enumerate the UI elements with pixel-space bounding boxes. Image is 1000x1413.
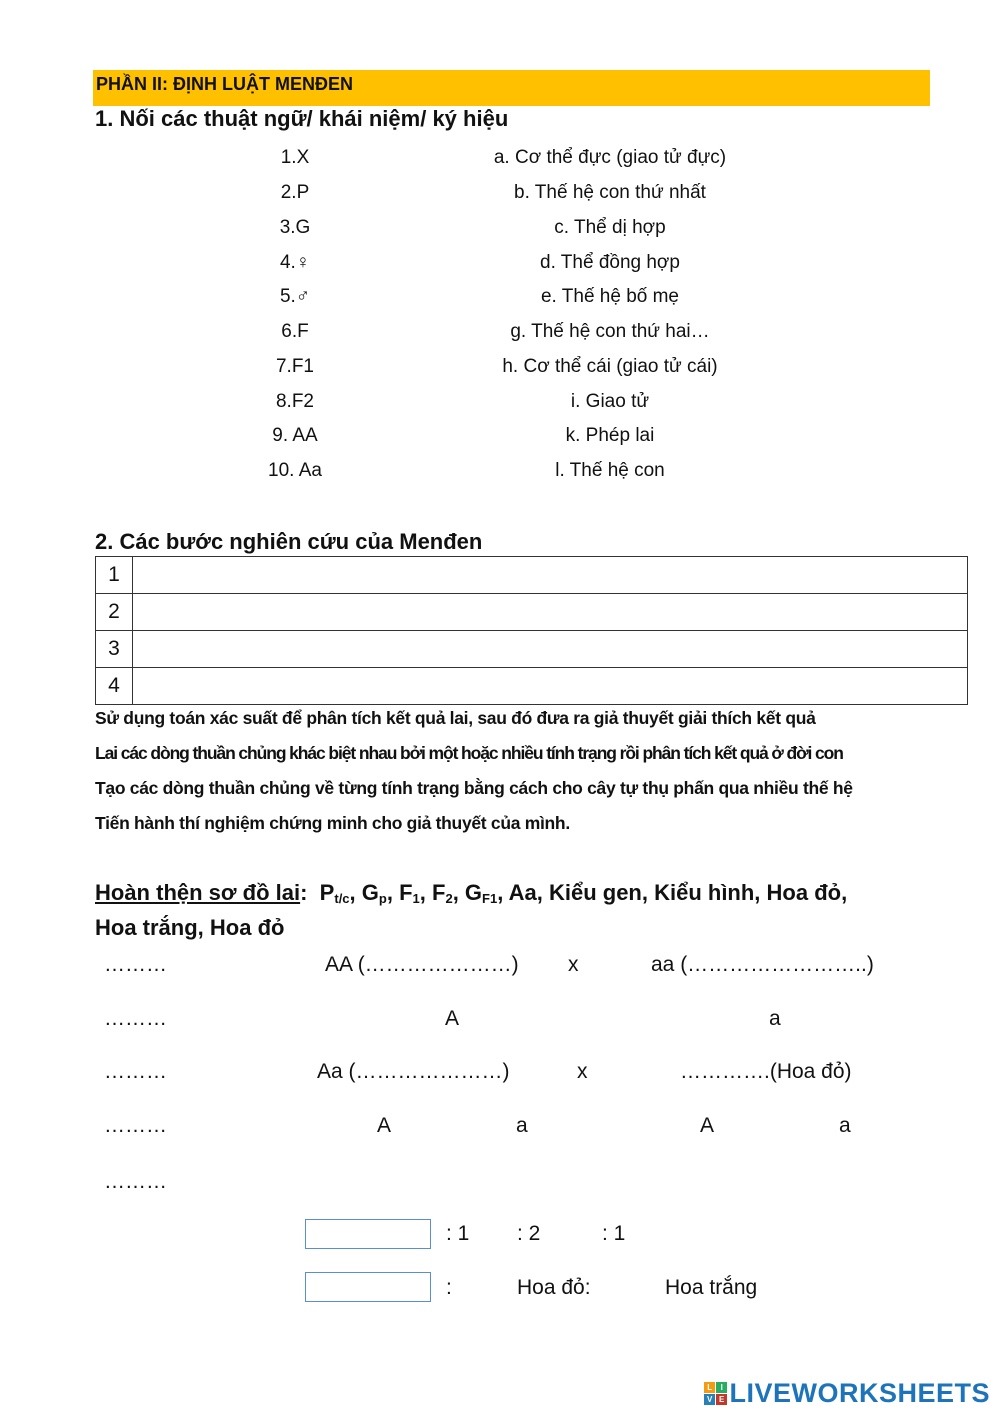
brand-name: LIVEWORKSHEETS (729, 1378, 990, 1408)
ratio-part: : 1 (446, 1222, 470, 1245)
step-drop-zone[interactable] (133, 557, 968, 594)
gamete: a (516, 1114, 528, 1137)
f1-parent-right[interactable]: ………….(Hoa đỏ) (680, 1060, 852, 1083)
ratio-part: Hoa đỏ: (517, 1276, 591, 1299)
logo-mark-letter: V (704, 1394, 715, 1405)
match-left-item[interactable]: 8.F2 (275, 391, 315, 412)
match-left-item[interactable]: 6.F (281, 321, 309, 342)
gamete-a-dominant: A (445, 1007, 460, 1030)
table-row (96, 557, 968, 594)
term-f1-sub: 1 (412, 891, 420, 906)
term-p-sub: t/c (334, 891, 350, 906)
step-drop-zone[interactable] (133, 668, 968, 705)
step-option[interactable]: Tạo các dòng thuần chủng về từng tính trạng bằng cách cho cây tự thụ phấn qua nhiều thế hệ (95, 778, 853, 798)
step-number: 4 (96, 668, 133, 705)
match-left-item[interactable]: 3.G (279, 217, 311, 238)
term-p: P (319, 880, 335, 905)
match-right-item[interactable]: d. Thể đồng hợp (540, 252, 680, 273)
parent-aa-recessive[interactable]: aa (……………………..) (651, 953, 874, 976)
part3-title: Hoàn thện sơ đồ lai: $P_{t/c}$, $G_p$, $F_1$, $F_2$, $G_{F1}$, Aa, Kiểu gen, Kiểu hình, Hoa đỏ, (95, 880, 848, 906)
part3-title-line2: Hoa trắng, Hoa đỏ (95, 915, 285, 940)
logo-mark-letter: I (716, 1382, 727, 1393)
step-drop-zone[interactable] (133, 594, 968, 631)
parent-aa-dominant[interactable]: AA (…………………) (325, 953, 519, 976)
ratio-part: Hoa trắng (665, 1276, 758, 1299)
label-blank[interactable]: ……… (104, 1114, 167, 1137)
match-left-item[interactable]: 7.F1 (275, 356, 315, 377)
steps-table (95, 556, 968, 705)
match-right-item[interactable]: g. Thế hệ con thứ hai… (510, 321, 710, 342)
label-blank[interactable]: ……… (104, 953, 167, 976)
term-gf1: G (464, 880, 483, 905)
part2-title: 2. Các bước nghiên cứu của Menđen (95, 529, 483, 554)
step-number: 3 (96, 631, 133, 668)
genotype-ratio-input[interactable] (305, 1219, 431, 1249)
match-right-item[interactable]: b. Thế hệ con thứ nhất (514, 182, 706, 203)
term-f2-sub: 2 (445, 891, 453, 906)
match-right-item[interactable]: l. Thế hệ con (555, 460, 665, 481)
match-left-item[interactable]: 10. Aa (268, 460, 322, 481)
term-f2: F (432, 880, 446, 905)
term-f1: F (399, 880, 413, 905)
match-left-item[interactable]: 1.X (280, 147, 310, 168)
logo-mark-letter: E (716, 1394, 727, 1405)
match-right-item[interactable]: e. Thế hệ bố mẹ (540, 286, 680, 307)
label-blank[interactable]: ……… (104, 1060, 167, 1083)
match-left-item[interactable]: 2.P (280, 182, 310, 203)
term-g-sub: p (378, 891, 387, 906)
section-header (93, 70, 930, 106)
step-number: 1 (96, 557, 133, 594)
logo-mark-letter: L (704, 1382, 715, 1393)
ratio-part: : (446, 1276, 452, 1299)
logo-mark-icon (704, 1382, 727, 1405)
step-drop-zone[interactable] (133, 631, 968, 668)
term-gf1-sub: F1 (482, 891, 498, 906)
part1-title: 1. Nối các thuật ngữ/ khái niệm/ ký hiệu (95, 106, 509, 131)
match-right-item[interactable]: h. Cơ thể cái (giao tử cái) (502, 356, 718, 377)
match-right-item[interactable]: a. Cơ thể đực (giao tử đực) (493, 147, 727, 168)
part3-title-colon: : (300, 880, 308, 905)
match-right-item[interactable]: k. Phép lai (565, 425, 655, 446)
match-left-item[interactable]: 5.♂ (279, 286, 311, 307)
ratio-part: : 2 (517, 1222, 541, 1245)
ratio-part: : 1 (602, 1222, 626, 1245)
part3-title-label: Hoàn thện sơ đồ lai (95, 880, 301, 905)
cross-symbol: x (568, 953, 579, 976)
step-number: 2 (96, 594, 133, 631)
gamete: A (377, 1114, 392, 1137)
section-title: PHẦN II: ĐỊNH LUẬT MENĐEN (96, 74, 353, 94)
cross-symbol: x (577, 1060, 588, 1083)
table-row (96, 668, 968, 705)
liveworksheets-logo (704, 1378, 990, 1409)
match-left-item[interactable]: 4.♀ (279, 252, 311, 273)
match-right-item[interactable]: c. Thể dị hợp (554, 217, 666, 238)
gamete: A (700, 1114, 715, 1137)
step-option[interactable]: Sử dụng toán xác suất để phân tích kết quả lai, sau đó đưa ra giả thuyết giải thích kết quả (95, 708, 816, 728)
term-g: G (361, 880, 379, 905)
phenotype-ratio-input[interactable] (305, 1272, 431, 1302)
label-blank[interactable]: ……… (104, 1007, 167, 1030)
term-rest: , Aa, Kiểu gen, Kiểu hình, Hoa đỏ, (497, 880, 848, 905)
f1-parent-left[interactable]: Aa (…………………) (317, 1060, 510, 1083)
gamete-a-recessive: a (769, 1007, 781, 1030)
step-option[interactable]: Tiến hành thí nghiệm chứng minh cho giả thuyết của mình. (95, 813, 570, 833)
label-blank[interactable]: ……… (104, 1170, 167, 1193)
gamete: a (839, 1114, 851, 1137)
match-left-item[interactable]: 9. AA (272, 425, 318, 446)
table-row (96, 594, 968, 631)
table-row (96, 631, 968, 668)
match-right-item[interactable]: i. Giao tử (570, 391, 650, 412)
step-option[interactable]: Lai các dòng thuần chủng khác biệt nhau bởi một hoặc nhiều tính trạng rồi phân tích kết quả ở đời con (95, 743, 843, 763)
